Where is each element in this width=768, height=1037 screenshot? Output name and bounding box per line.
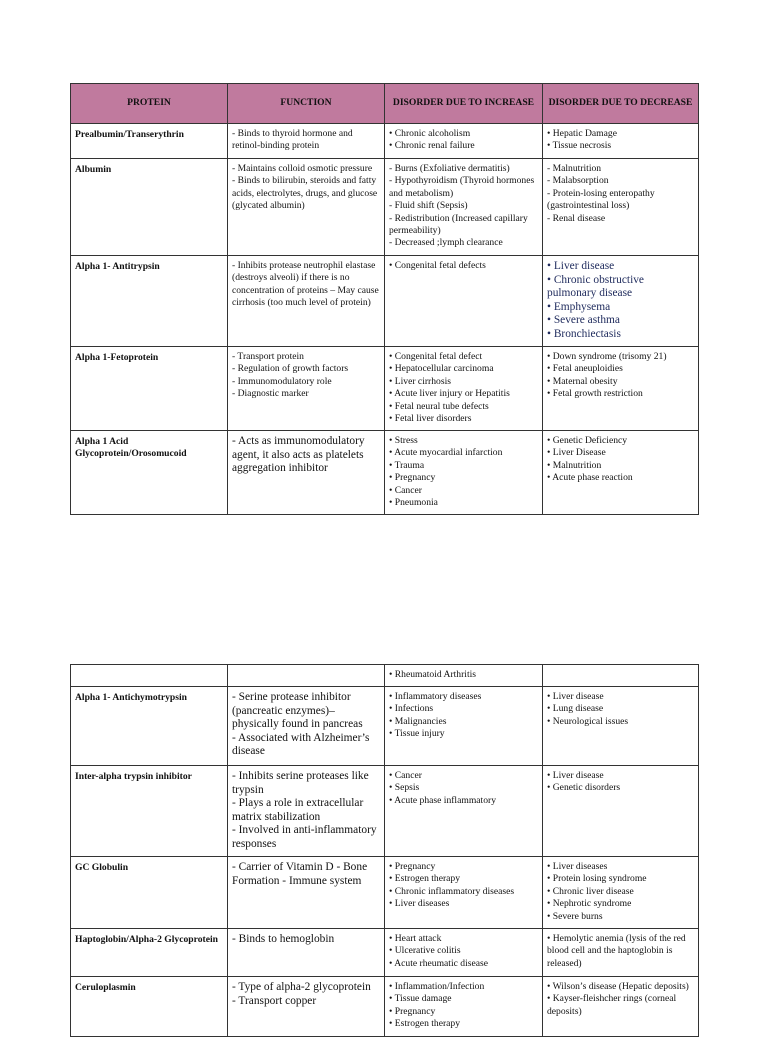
function-cell xyxy=(228,687,385,766)
list-item: • Infections xyxy=(389,703,434,715)
list-item: • Fetal liver disorders xyxy=(389,413,472,425)
increase-cell xyxy=(385,857,543,929)
list-item: • Hemolytic anemia (lysis of the red blood cell and the haptoglobin is released) xyxy=(547,933,686,969)
list-item: • Cancer xyxy=(389,484,422,496)
list-item: - Decreased ;lymph clearance xyxy=(389,237,503,249)
list-item: - Protein-losing enteropathy (gastrointestinal loss) xyxy=(547,187,655,212)
list-item: • Genetic Deficiency xyxy=(547,435,628,446)
list-item: • Kayser-fleishcher rings (corneal deposits) xyxy=(547,993,677,1017)
list-item: - Hypothyroidism (Thyroid hormones and metabolism) xyxy=(389,175,535,199)
table-row xyxy=(71,159,699,256)
decrease-cell xyxy=(543,977,699,1037)
list-item: • Inflammatory diseases xyxy=(389,691,482,702)
table-row xyxy=(71,929,699,977)
list-item: • Severe burns xyxy=(547,910,603,922)
table-row xyxy=(71,124,699,159)
list-item: • Liver disease xyxy=(547,691,604,702)
list-item: - Type of alpha-2 glycoprotein xyxy=(232,981,371,993)
increase-cell xyxy=(385,929,543,977)
list-item: • Genetic disorders xyxy=(547,782,621,794)
table-row xyxy=(71,766,699,857)
list-item: - Binds to thyroid hormone and retinol-binding protein xyxy=(232,128,353,152)
increase-cell xyxy=(385,159,543,256)
list-item: • Chronic renal failure xyxy=(389,140,475,152)
list-item: - Inhibits serine proteases like trypsin xyxy=(232,770,369,796)
list-item: • Liver Disease xyxy=(547,447,606,459)
list-item: • Congenital fetal defect xyxy=(389,351,483,362)
list-item: • Acute phase inflammatory xyxy=(389,794,496,806)
list-item: - Binds to hemoglobin xyxy=(232,933,335,945)
decrease-cell xyxy=(543,431,699,515)
list-item: - Binds to bilirubin, steroids and fatty acids, electrolytes, drugs, and glucose (glycated albumin) xyxy=(232,175,378,212)
list-item: • Acute myocardial infarction xyxy=(389,447,503,459)
decrease-cell xyxy=(543,124,699,159)
list-item: • Ulcerative colitis xyxy=(389,945,461,957)
protein-name: Prealbumin/Transerythrin xyxy=(71,124,228,159)
list-item: - Maintains colloid osmotic pressure xyxy=(232,163,373,174)
protein-name: Alpha 1- Antitrypsin xyxy=(71,256,228,347)
protein-name: GC Globulin xyxy=(71,857,228,929)
function-cell xyxy=(228,256,385,347)
table-row xyxy=(71,977,699,1037)
increase-cell xyxy=(385,256,543,347)
decrease-cell xyxy=(543,857,699,929)
list-item: • Tissue damage xyxy=(389,993,452,1005)
table-row xyxy=(71,256,699,347)
increase-cell xyxy=(385,977,543,1037)
table-row xyxy=(71,665,699,687)
list-item: • Pregnancy xyxy=(389,472,436,484)
list-item: • Estrogen therapy xyxy=(389,1018,461,1030)
list-item: • Liver disease xyxy=(547,260,615,272)
list-item: - Regulation of growth factors xyxy=(232,363,349,375)
function-cell xyxy=(228,929,385,977)
list-item: - Serine protease inhibitor (pancreatic enzymes)– physically found in pancreas xyxy=(232,691,363,731)
increase-cell xyxy=(385,431,543,515)
function-cell xyxy=(228,431,385,515)
list-item: • Estrogen therapy xyxy=(389,873,461,885)
decrease-cell xyxy=(543,159,699,256)
decrease-cell xyxy=(543,687,699,766)
list-item: - Fluid shift (Sepsis) xyxy=(389,200,468,212)
list-item: • Rheumatoid Arthritis xyxy=(389,669,477,680)
table-row xyxy=(71,857,699,929)
list-item: • Heart attack xyxy=(389,933,442,944)
decrease-cell xyxy=(543,256,699,347)
header-protein: PROTEIN xyxy=(71,84,228,124)
protein-name: Alpha 1 Acid Glycoprotein/Orosomucoid xyxy=(71,431,228,515)
list-item: • Maternal obesity xyxy=(547,375,618,387)
increase-cell xyxy=(385,347,543,431)
list-item: • Liver cirrhosis xyxy=(389,375,451,387)
increase-cell xyxy=(385,124,543,159)
list-item: • Stress xyxy=(389,435,418,446)
list-item: - Renal disease xyxy=(547,212,606,224)
list-item: • Pregnancy xyxy=(389,861,436,872)
list-item: • Congenital fetal defects xyxy=(389,260,486,271)
list-item: • Pneumonia xyxy=(389,497,438,509)
protein-name: Alpha 1-Fetoprotein xyxy=(71,347,228,431)
list-item: - Acts as immunomodulatory agent, it also acts as platelets aggregation inhibitor xyxy=(232,435,365,475)
list-item: • Trauma xyxy=(389,459,425,471)
function-cell xyxy=(228,159,385,256)
protein-name: Ceruloplasmin xyxy=(71,977,228,1037)
list-item: • Bronchiectasis xyxy=(547,327,621,340)
list-item: • Wilson’s disease (Hepatic deposits) xyxy=(547,981,689,992)
list-item: - Transport protein xyxy=(232,351,304,362)
list-item: • Hepatic Damage xyxy=(547,128,617,139)
function-cell xyxy=(228,977,385,1037)
function-cell xyxy=(228,857,385,929)
protein-table-part-1 xyxy=(70,83,699,515)
header-decrease: DISORDER DUE TO DECREASE xyxy=(543,84,699,124)
list-item: • Down syndrome (trisomy 21) xyxy=(547,351,667,362)
list-item: - Inhibits protease neutrophil elastase (destroys alveoli) if there is no concentration of proteins – May cause cirrhosis (too much level of protein) xyxy=(232,260,379,309)
list-item: - Malabsorption xyxy=(547,175,609,187)
list-item: • Acute liver injury or Hepatitis xyxy=(389,388,510,400)
increase-cell xyxy=(385,687,543,766)
list-item: • Lung disease xyxy=(547,703,604,715)
list-item: • Severe asthma xyxy=(547,314,620,327)
list-item: • Fetal aneuploidies xyxy=(547,363,623,375)
decrease-cell xyxy=(543,929,699,977)
list-item: • Pregnancy xyxy=(389,1005,436,1017)
decrease-cell xyxy=(543,665,699,687)
protein-name: Haptoglobin/Alpha-2 Glycoprotein xyxy=(71,929,228,977)
list-item: • Chronic liver disease xyxy=(547,885,634,897)
list-item: • Sepsis xyxy=(389,782,420,794)
list-item: • Fetal growth restriction xyxy=(547,388,643,400)
list-item: - Burns (Exfoliative dermatitis) xyxy=(389,163,510,174)
list-item: - Associated with Alzheimer’s disease xyxy=(232,731,370,758)
list-item: • Neurological issues xyxy=(547,715,629,727)
table-row xyxy=(71,347,699,431)
protein-name: Albumin xyxy=(71,159,228,256)
list-item: • Liver diseases xyxy=(547,861,608,872)
list-item: • Chronic alcoholism xyxy=(389,128,471,139)
list-item: • Malignancies xyxy=(389,715,447,727)
function-cell xyxy=(228,766,385,857)
list-item: • Malnutrition xyxy=(547,459,602,471)
list-item: • Chronic obstructive pulmonary disease xyxy=(547,273,644,300)
list-item: - Malnutrition xyxy=(547,163,602,174)
list-item: • Tissue injury xyxy=(389,728,445,740)
increase-cell xyxy=(385,665,543,687)
decrease-cell xyxy=(543,766,699,857)
list-item: - Diagnostic marker xyxy=(232,388,309,400)
list-item: • Chronic inflammatory diseases xyxy=(389,885,515,897)
list-item: - Redistribution (Increased capillary permeability) xyxy=(389,212,528,237)
list-item: - Plays a role in extracellular matrix stabilization xyxy=(232,797,364,823)
header-increase: DISORDER DUE TO INCREASE xyxy=(385,84,543,124)
decrease-cell xyxy=(543,347,699,431)
increase-cell xyxy=(385,766,543,857)
protein-name xyxy=(71,665,228,687)
protein-name: Alpha 1- Antichymotrypsin xyxy=(71,687,228,766)
list-item: • Inflammation/Infection xyxy=(389,981,485,992)
list-item: • Cancer xyxy=(389,770,422,781)
list-item: - Immunomodulatory role xyxy=(232,375,332,387)
list-item: - Involved in anti-inflammatory responses xyxy=(232,824,377,850)
table-header-row xyxy=(71,84,699,124)
function-cell xyxy=(228,665,385,687)
list-item: - Carrier of Vitamin D - Bone Formation - Immune system xyxy=(232,861,368,887)
list-item: • Protein losing syndrome xyxy=(547,873,647,885)
list-item: - Transport copper xyxy=(232,994,317,1007)
list-item: • Emphysema xyxy=(547,300,611,313)
protein-table-part-2 xyxy=(70,664,699,1037)
list-item: • Acute rheumatic disease xyxy=(389,957,488,969)
table-row xyxy=(71,687,699,766)
function-cell xyxy=(228,347,385,431)
table-row xyxy=(71,431,699,515)
list-item: • Liver diseases xyxy=(389,898,450,910)
list-item: • Liver disease xyxy=(547,770,604,781)
list-item: • Tissue necrosis xyxy=(547,140,612,152)
list-item: • Nephrotic syndrome xyxy=(547,898,632,910)
header-function: FUNCTION xyxy=(228,84,385,124)
list-item: • Fetal neural tube defects xyxy=(389,400,489,412)
list-item: • Acute phase reaction xyxy=(547,472,633,484)
protein-name: Inter-alpha trypsin inhibitor xyxy=(71,766,228,857)
function-cell xyxy=(228,124,385,159)
list-item: • Hepatocellular carcinoma xyxy=(389,363,494,375)
